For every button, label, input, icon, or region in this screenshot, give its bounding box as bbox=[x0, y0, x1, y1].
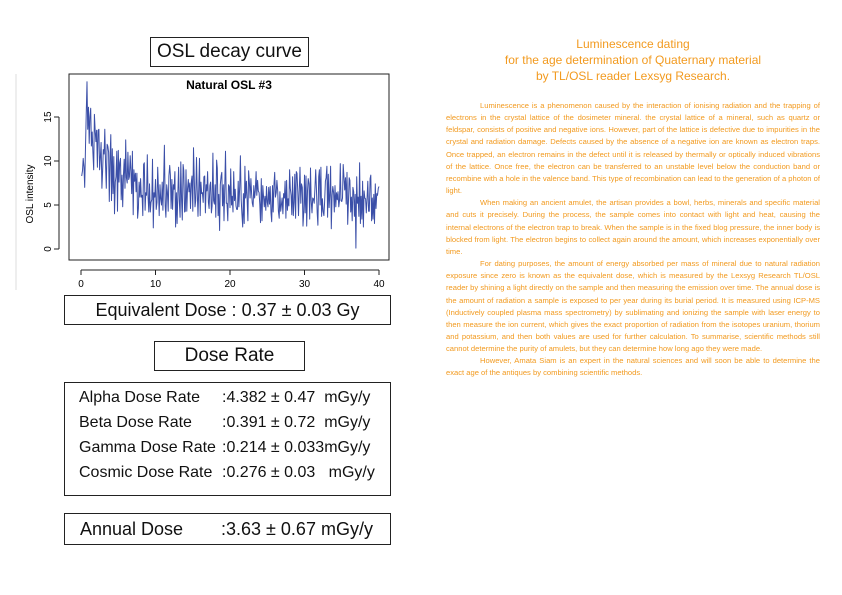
osl-title: OSL decay curve bbox=[156, 41, 303, 62]
x-tick-label: 40 bbox=[373, 279, 385, 290]
dose-rate-unit: mGy/y bbox=[324, 389, 371, 406]
osl-chart-svg bbox=[0, 68, 400, 290]
y-tick-label: 0 bbox=[43, 246, 54, 252]
dose-rate-label: Beta Dose Rate bbox=[79, 414, 192, 431]
dose-rate-value: :0.214 ± 0.033 bbox=[222, 439, 325, 456]
x-tick-label: 30 bbox=[298, 279, 311, 290]
annual-dose-label: Annual Dose bbox=[80, 519, 184, 539]
article-paragraph: Luminescence is a phenomenon caused by the interaction of ionising radiation and the trapping of electrons in the crystal lattice of the dosimeter mineral. the crystal lattice of a mineral, such as quartz or feldspar, consists of positive and negative ions. However, part of the lattice is defective due to impurities in the crystal and radiation damage. Defects caused by the absence of a negative ion are known as electron traps. Once trapped, an electron remains in the defect until it is released by thermally or optically induced vibrations of the lattice. Once free, the electron can be transferred to an unstable level below the conduction band or recombine with a hole in the valence band. This type of recombination can lead to the generation of a photon of light. bbox=[446, 101, 820, 196]
chart-title: Natural OSL #3 bbox=[186, 78, 272, 92]
article-paragraph: When making an ancient amulet, the artisan provides a bowl, herbs, minerals and specific material and cuts it precisely. During the process, the sample comes into contact with light and heat, causing the internal electrons of the electron trap to break. When the sample is in the fixed blog pressure, the inner body is blocked from light. The electron begins to collect again around the amount, which increases exponentially over time. bbox=[446, 198, 820, 256]
y-axis-label: OSL intensity bbox=[25, 164, 36, 224]
dose-rate-value: :4.382 ± 0.47 bbox=[222, 389, 316, 406]
equivalent-dose-value: 0.37 ± 0.03 Gy bbox=[241, 299, 360, 320]
article-heading bbox=[446, 36, 820, 84]
y-tick-label: 15 bbox=[43, 111, 54, 123]
osl-title-box bbox=[150, 37, 309, 67]
dose-rate-label: Cosmic Dose Rate bbox=[79, 464, 213, 481]
annual-dose-box bbox=[64, 513, 391, 545]
equivalent-dose-box bbox=[64, 295, 391, 325]
y-tick-label: 5 bbox=[43, 202, 54, 208]
x-tick-label: 20 bbox=[224, 279, 236, 290]
osl-series-line bbox=[82, 82, 379, 248]
dose-rate-unit: mGy/y bbox=[324, 414, 371, 431]
x-tick-label: 0 bbox=[78, 279, 84, 290]
x-tick-label: 10 bbox=[149, 279, 162, 290]
heading-line: for the age determination of Quaternary material bbox=[504, 53, 762, 67]
dose-rates-box bbox=[64, 382, 391, 496]
y-tick-label: 10 bbox=[43, 155, 54, 167]
dose-rate-label: Gamma Dose Rate bbox=[79, 439, 216, 456]
dose-rate-title: Dose Rate bbox=[184, 345, 275, 366]
dose-rate-value: :0.276 ± 0.03 bbox=[222, 464, 316, 481]
annual-dose-value: :3.63 ± 0.67 mGy/y bbox=[221, 519, 373, 539]
equivalent-dose-label: Equivalent Dose : bbox=[95, 299, 242, 320]
article bbox=[446, 36, 820, 380]
dose-rate-value: :0.391 ± 0.72 bbox=[222, 414, 316, 431]
osl-chart bbox=[0, 68, 400, 290]
heading-line: Luminescence dating bbox=[576, 37, 690, 51]
dose-rate-unit: mGy/y bbox=[324, 439, 371, 456]
dose-rate-title-box bbox=[154, 341, 305, 371]
article-paragraph: For dating purposes, the amount of energy absorbed per mass of mineral due to natural radiation exposure since zero is known as the equivalent dose, which is measured by the Lexsyg Research TL/OSL reader by shining a light directly on the sample and then measuring the emission over time. The annual dose is the amount of radiation a sample is exposed to per year during its burial period. It is measured using ICP-MS (Inductively coupled plasma mass spectrometry) by sublimating and ionizing the sample with laser energy to then measure the ion current, which gives the exact proportion of radiation from the isotopes uranium, thorium and potassium, and then both values are used for further calculation. To summarise, scientific methods still cannot determine the purity of amulets, but they can determine how long ago they were made. bbox=[446, 259, 820, 354]
heading-line: by TL/OSL reader Lexsyg Research. bbox=[535, 69, 731, 83]
dose-rate-label: Alpha Dose Rate bbox=[79, 389, 200, 406]
dose-rate-unit: mGy/y bbox=[328, 464, 375, 481]
article-paragraph: However, Amata Siam is an expert in the natural sciences and will soon be able to determine the exact age of the antiques by combining scientific methods. bbox=[446, 356, 820, 378]
